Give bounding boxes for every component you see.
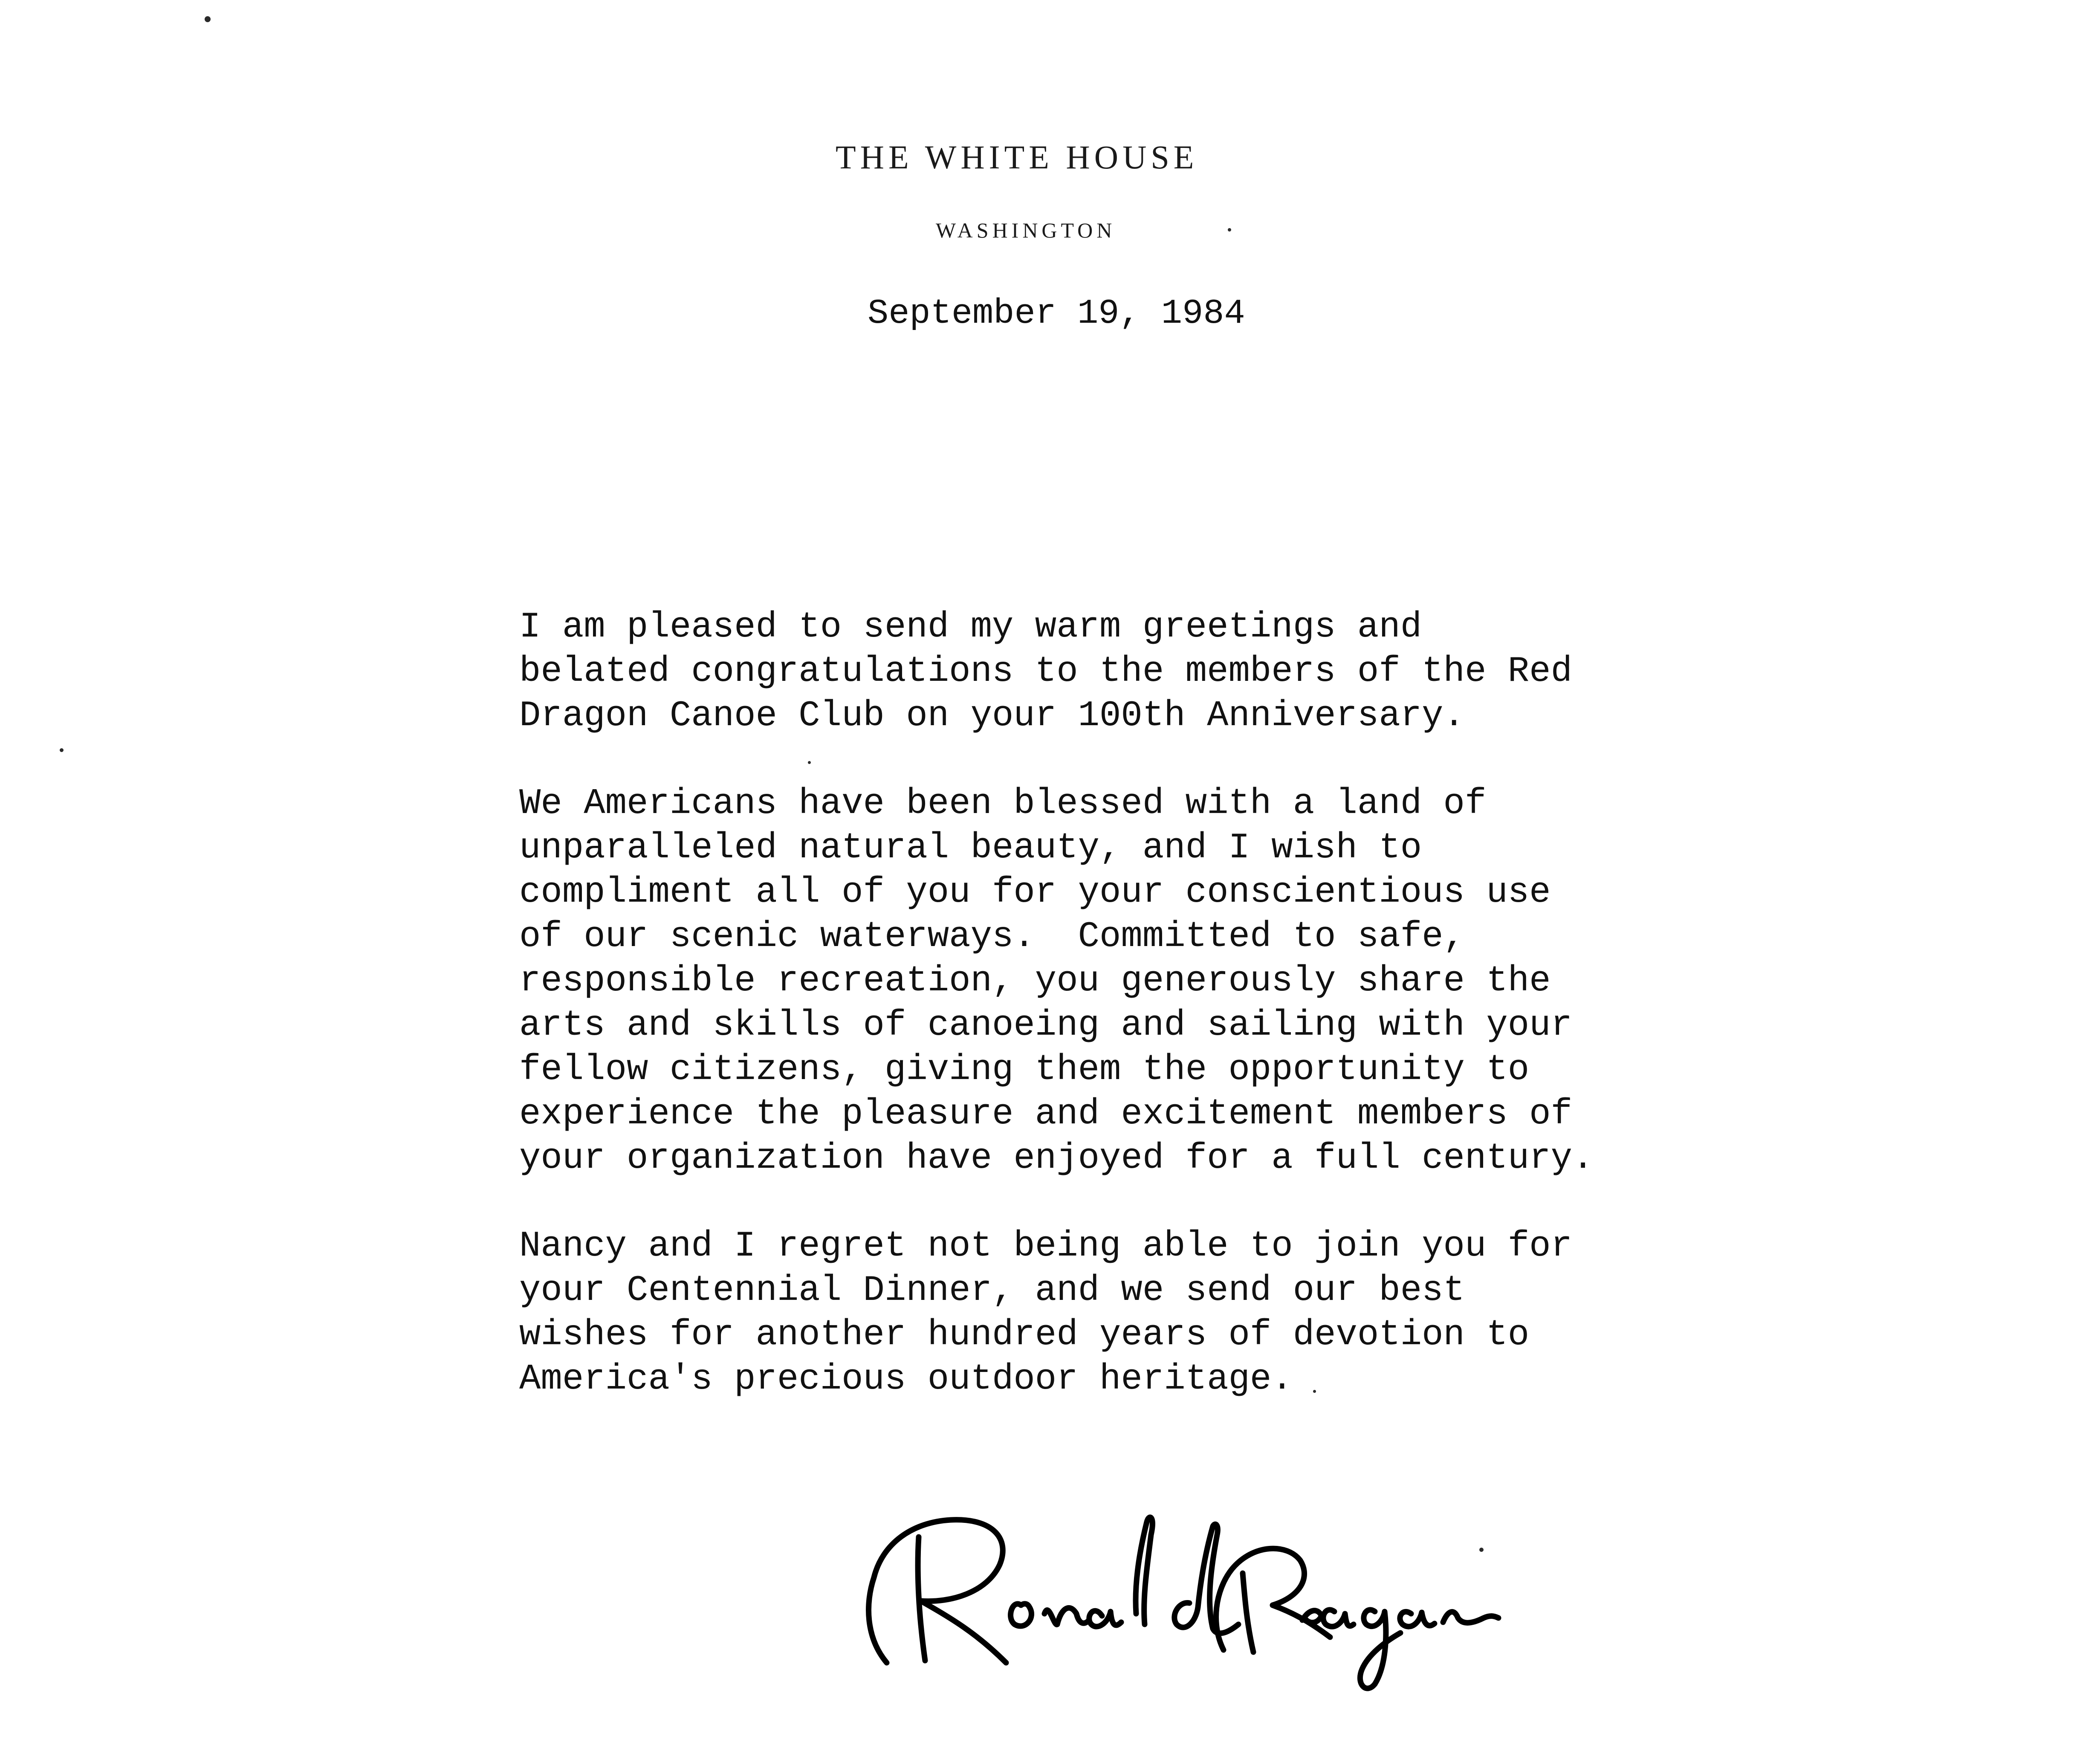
body-line: I am pleased to send my warm greetings and bbox=[519, 607, 1422, 648]
body-line: compliment all of you for your conscientious use bbox=[519, 872, 1551, 913]
body-line: Dragon Canoe Club on your 100th Anniversary. bbox=[519, 696, 1465, 736]
body-line: experience the pleasure and excitement members of bbox=[519, 1094, 1573, 1134]
body-line: America's precious outdoor heritage. bbox=[519, 1359, 1293, 1400]
body-line: fellow citizens, giving them the opportunity to bbox=[519, 1050, 1530, 1090]
body-line: your organization have enjoyed for a full century. bbox=[519, 1138, 1594, 1179]
scan-speck bbox=[60, 748, 64, 752]
body-line: We Americans have been blessed with a land of bbox=[519, 784, 1487, 824]
body-line: of our scenic waterways. Committed to safe, bbox=[519, 917, 1465, 957]
body-line: your Centennial Dinner, and we send our best bbox=[519, 1270, 1465, 1311]
scan-speck bbox=[1228, 228, 1231, 232]
paragraph-closing bbox=[519, 1224, 1670, 1402]
scan-speck bbox=[808, 761, 811, 764]
signature bbox=[857, 1496, 1505, 1693]
letterhead-title: THE WHITE HOUSE bbox=[836, 139, 1198, 176]
body-line: belated congratulations to the members of the Red bbox=[519, 651, 1573, 692]
scan-speck bbox=[1479, 1548, 1484, 1552]
letterhead-city: WASHINGTON bbox=[936, 218, 1116, 242]
body-line: wishes for another hundred years of devotion to bbox=[519, 1315, 1530, 1355]
body-line: unparalleled natural beauty, and I wish to bbox=[519, 828, 1422, 868]
paragraph-compliment bbox=[519, 782, 1670, 1181]
paragraph-greeting bbox=[519, 605, 1670, 738]
letter-body bbox=[519, 605, 1670, 1445]
body-line: responsible recreation, you generously share the bbox=[519, 961, 1551, 1001]
scan-speck bbox=[1313, 1390, 1316, 1393]
body-line: Nancy and I regret not being able to join you for bbox=[519, 1226, 1573, 1267]
scan-speck bbox=[205, 16, 211, 22]
body-line: arts and skills of canoeing and sailing with your bbox=[519, 1005, 1573, 1046]
letter-date: September 19, 1984 bbox=[868, 294, 1245, 333]
